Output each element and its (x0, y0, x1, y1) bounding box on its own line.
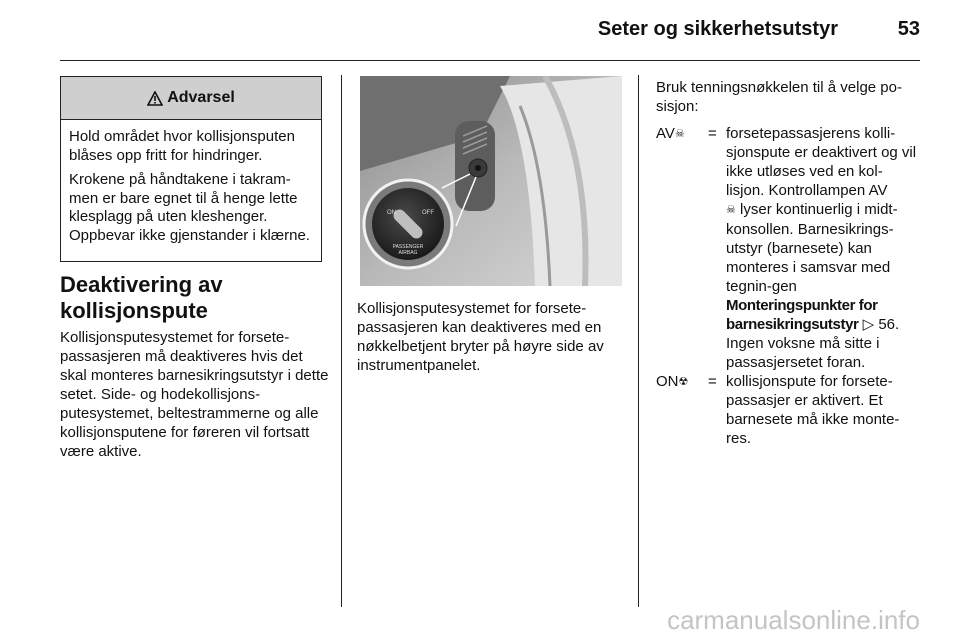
page-number: 53 (897, 18, 920, 40)
page-ref[interactable]: 56. (878, 316, 900, 333)
right-column (656, 78, 921, 448)
definition-row-off (656, 124, 921, 372)
term-on: ON (656, 373, 679, 390)
header-rule (60, 60, 920, 61)
page-header-title: Seter og sikkerhetsutstyr (597, 18, 838, 40)
definition-off-ending: Ingen voksne må sitte i passasjersetet foran. (726, 335, 880, 371)
column-divider-2 (638, 75, 639, 607)
warning-paragraph: Krokene på håndtakene i takram-men er bare egnet til å henge lette klesplagg på uten kleshenger. Oppbevar ikke gjenstander i klærne. (69, 171, 310, 244)
figure-caption: Kollisjonsputesystemet for forsete-passasjeren kan deaktiveres med en nøkkelbetjent bryter på høyre side av instrumentpanelet. (357, 300, 604, 374)
switch-on-label: ON (387, 210, 396, 216)
column-divider-1 (341, 75, 342, 607)
equals-sign: = (708, 125, 717, 142)
mounting-points-link[interactable]: Monteringspunkter for barnesikringsutstyr (726, 297, 878, 333)
term-off: AV (656, 125, 675, 142)
airbag-off-icon: ☠ (674, 128, 685, 140)
switch-off-label: OFF (422, 210, 434, 216)
warning-paragraph: Hold området hvor kollisjonsputen blåses opp fritt for hindringer. (69, 128, 295, 164)
warning-title: Advarsel (167, 89, 235, 106)
left-column-section (60, 272, 330, 461)
warning-header (61, 77, 321, 120)
switch-label-line2: AIRBAG (398, 250, 418, 256)
airbag-switch-photo (360, 76, 622, 286)
definition-off-text-continued: lyser kontinuerlig i midt-konsollen. Barnesikrings-utstyr (barnesete) kan monteres i samsvar med tegnin-gen (726, 201, 898, 295)
definition-row-on (656, 372, 921, 448)
position-definitions (656, 124, 921, 448)
definition-on-text: kollisjonspute for forsete-passasjer er aktivert. Et barnesete må ikke monte-res. (726, 373, 900, 447)
equals-sign: = (708, 373, 717, 390)
airbag-on-icon: ☢ (678, 376, 689, 388)
definition-off (726, 124, 921, 372)
warning-triangle-icon (147, 91, 163, 106)
intro-text: Bruk tenningsnøkkelen til å velge po-sisjon: (656, 79, 902, 115)
section-body: Kollisjonsputesystemet for forsete-passasjeren må deaktiveres hvis det skal monteres barnesikringsutstyr i dette setet. Side- og hodekollisjons-putesystemet, beltestrammerne og alle kollisjonsputene for føreren vil fortsatt være aktive. (60, 329, 329, 460)
warning-box (60, 76, 322, 262)
switch-label-line1: PASSENGER (392, 244, 424, 250)
page-ref-arrow-icon: ▷ (862, 316, 875, 333)
section-heading: Deaktivering av kollisjonspute (60, 272, 223, 323)
watermark: carmanualsonline.info (667, 605, 920, 635)
definition-off-text: forsetepassasjerens kolli-sjonspute er deaktivert og vil ikke utløses ved en kol-lisjon. Kontrollampen AV (726, 125, 917, 199)
airbag-off-lamp-icon: ☠ (726, 204, 736, 216)
